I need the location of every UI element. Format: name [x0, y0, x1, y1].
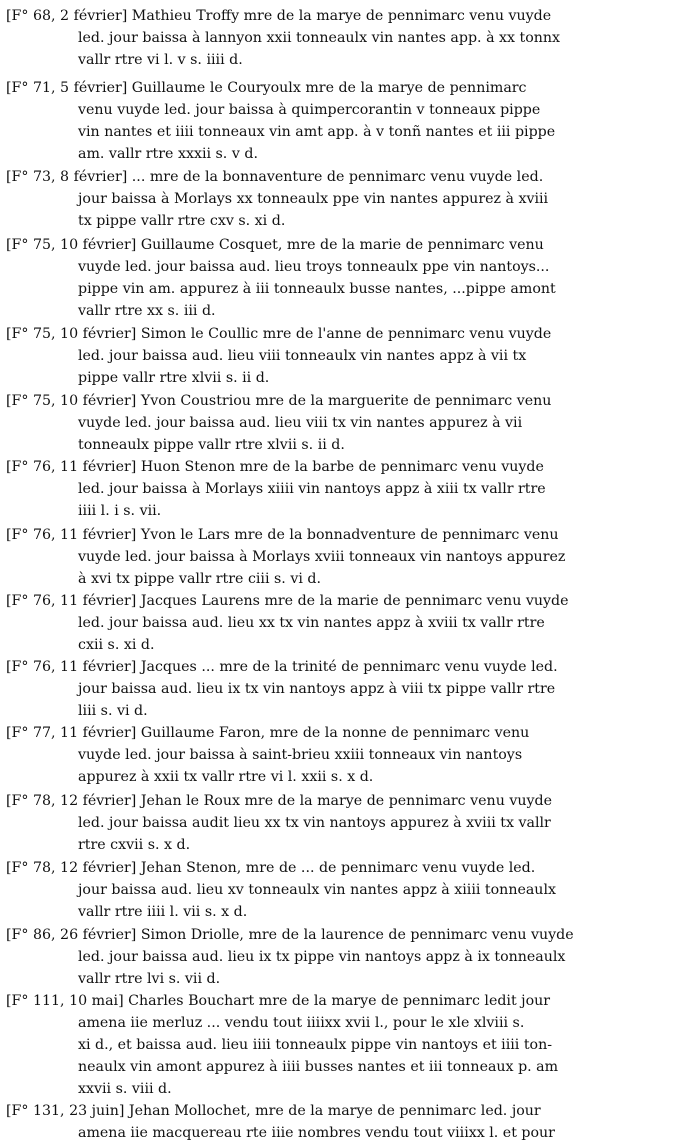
entry-line: venu vuyde led. jour baissa à quimpercorantin v tonneaux pippe — [78, 102, 541, 119]
entry-line: [F° 76, 11 février] Yvon le Lars mre de la bonnadventure de pennimarc venu — [6, 527, 559, 543]
entry-f68 — [6, 5, 694, 71]
entry-line: led. jour baissa à lannyon xxii tonneaulx vin nantes app. à xx tonnx — [78, 30, 561, 47]
entry-f76-c — [6, 590, 694, 656]
entry-line: vallr rtre lvi s. vii d. — [78, 971, 221, 988]
entry-line: led. jour baissa à Morlays xiiii vin nantoys appz à xiii tx vallr rtre — [78, 481, 546, 498]
entry-f71 — [6, 77, 694, 165]
entry-line: vuyde led. jour baissa aud. lieu viii tx vin nantes appurez à vii — [78, 415, 523, 432]
entry-line: amena iie macquereau rte iiie nombres vendu tout viiixx l. et pour — [78, 1125, 555, 1142]
entry-line: [F° 73, 8 février] ... mre de la bonnaventure de pennimarc venu vuyde led. — [6, 169, 544, 185]
entry-line: à xvi tx pippe vallr rtre ciii s. vi d. — [78, 571, 321, 588]
entry-line: cxii s. xi d. — [78, 637, 155, 654]
entry-line: [F° 86, 26 février] Simon Driolle, mre de la laurence de pennimarc venu vuyde — [6, 927, 574, 943]
entry-f75-b — [6, 323, 694, 389]
entry-line: pippe vin am. appurez à iii tonneaulx busse nantes, ...pippe amont — [78, 281, 556, 298]
entry-f76-d — [6, 656, 694, 722]
entry-f76-b — [6, 524, 694, 590]
entry-f111 — [6, 990, 694, 1100]
entry-line: neaulx vin amont appurez à iiii busses nantes et iii tonneaux p. am — [78, 1059, 559, 1076]
entry-line: led. jour baissa aud. lieu viii tonneaulx vin nantes appz à vii tx — [78, 348, 527, 365]
entry-line: led. jour baissa audit lieu xx tx vin nantoys appurez à xviii tx vallr — [78, 815, 551, 832]
entry-line: vin nantes et iiii tonneaux vin amt app. à v tonñ nantes et iii pippe — [78, 124, 556, 141]
entry-line: pippe vallr rtre xlvii s. ii d. — [78, 370, 270, 387]
entry-line: vallr rtre vi l. v s. iiii d. — [78, 52, 243, 69]
entry-line: xxvii s. viii d. — [78, 1081, 172, 1098]
entry-line: [F° 75, 10 février] Guillaume Cosquet, mre de la marie de pennimarc venu — [6, 237, 544, 253]
entry-line: [F° 76, 11 février] Jacques ... mre de la trinité de pennimarc venu vuyde led. — [6, 659, 558, 675]
entry-f76-a — [6, 456, 694, 522]
entry-line: appurez à xxii tx vallr rtre vi l. xxii s. x d. — [78, 769, 374, 786]
entry-line: iiii l. i s. vii. — [78, 503, 162, 520]
entry-line: led. jour baissa aud. lieu ix tx pippe vin nantoys appz à ix tonneaulx — [78, 949, 566, 966]
entry-line: jour baissa à Morlays xx tonneaulx ppe vin nantes appurez à xviii — [78, 191, 549, 208]
entry-f77 — [6, 722, 694, 788]
entry-f75-c — [6, 390, 694, 456]
entry-line: [F° 77, 11 février] Guillaume Faron, mre de la nonne de pennimarc venu — [6, 725, 530, 741]
entry-line: am. vallr rtre xxxii s. v d. — [78, 146, 258, 163]
entry-f78-b — [6, 857, 694, 923]
entry-line: [F° 131, 23 juin] Jehan Mollochet, mre de la marye de pennimarc led. jour — [6, 1103, 541, 1119]
entry-line: [F° 76, 11 février] Huon Stenon mre de la barbe de pennimarc venu vuyde — [6, 459, 544, 475]
entry-line: jour baissa aud. lieu ix tx vin nantoys appz à viii tx pippe vallr rtre — [78, 681, 556, 698]
entry-f131 — [6, 1100, 694, 1144]
entry-line: tonneaulx pippe vallr rtre xlvii s. ii d. — [78, 437, 345, 454]
entry-line: vallr rtre iiii l. vii s. x d. — [78, 904, 248, 921]
entry-f78-a — [6, 790, 694, 856]
entry-line: [F° 75, 10 février] Yvon Coustriou mre de la marguerite de pennimarc venu — [6, 393, 552, 409]
entry-f75-a — [6, 234, 694, 322]
entry-line: tx pippe vallr rtre cxv s. xi d. — [78, 213, 286, 230]
entry-line: xi d., et baissa aud. lieu iiii tonneaulx pippe vin nantoys et iiii ton- — [78, 1037, 553, 1054]
entry-line: [F° 68, 2 février] Mathieu Troffy mre de la marye de pennimarc venu vuyde — [6, 8, 552, 24]
entry-f73 — [6, 166, 694, 232]
entry-line: [F° 78, 12 février] Jehan Stenon, mre de ... de pennimarc venu vuyde led. — [6, 860, 536, 876]
entry-line: [F° 71, 5 février] Guillaume le Couryoulx mre de la marye de pennimarc — [6, 80, 527, 96]
entry-line: liii s. vi d. — [78, 703, 148, 720]
entry-line: jour baissa aud. lieu xv tonneaulx vin nantes appz à xiiii tonneaulx — [78, 882, 556, 899]
entry-line: led. jour baissa aud. lieu xx tx vin nantes appz à xviii tx vallr rtre — [78, 615, 545, 632]
entry-line: vallr rtre xx s. iii d. — [78, 303, 216, 320]
entry-line: [F° 76, 11 février] Jacques Laurens mre de la marie de pennimarc venu vuyde — [6, 593, 569, 609]
entry-line: amena iie merluz ... vendu tout iiiixx xvii l., pour le xle xlviii s. — [78, 1015, 525, 1032]
entry-line: vuyde led. jour baissa aud. lieu troys tonneaulx ppe vin nantoys... — [78, 259, 550, 276]
entry-line: [F° 75, 10 février] Simon le Coullic mre de l'anne de pennimarc venu vuyde — [6, 326, 552, 342]
entry-line: vuyde led. jour baissa à Morlays xviii tonneaux vin nantoys appurez — [78, 549, 566, 566]
entry-line: vuyde led. jour baissa à saint-brieu xxiii tonneaux vin nantoys — [78, 747, 523, 764]
entry-f86 — [6, 924, 694, 990]
entry-line: [F° 78, 12 février] Jehan le Roux mre de la marye de pennimarc venu vuyde — [6, 793, 552, 809]
entry-line: [F° 111, 10 mai] Charles Bouchart mre de la marye de pennimarc ledit jour — [6, 993, 551, 1009]
entry-line: rtre cxvii s. x d. — [78, 837, 191, 854]
